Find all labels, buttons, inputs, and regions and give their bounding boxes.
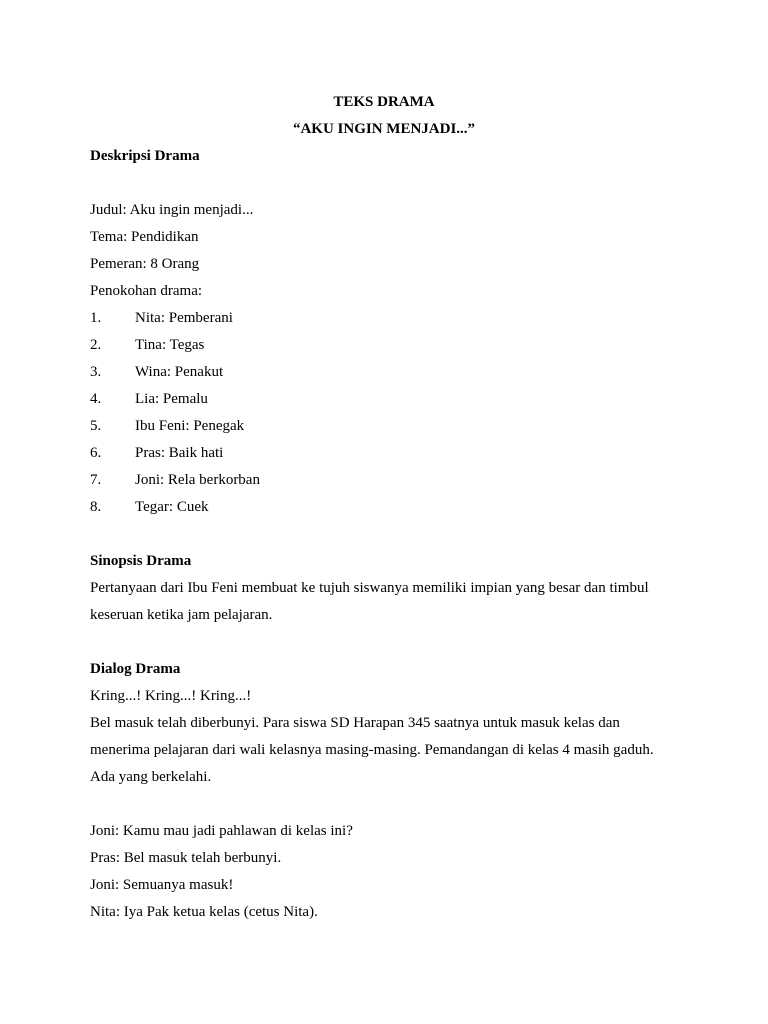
spacer [90,629,680,656]
list-number: 6. [90,445,102,461]
section-heading-sinopsis: Sinopsis Drama [90,553,192,569]
section-heading-deskripsi: Deskripsi Drama [90,148,200,164]
list-number: 4. [90,391,102,407]
list-text: Lia: Pemalu [135,391,208,407]
list-item [90,359,680,386]
pemeran-line: Pemeran: 8 Orang [90,256,200,272]
sinopsis-text-line: keseruan ketika jam pelajaran. [90,607,273,623]
list-item [90,386,680,413]
list-item [90,305,680,332]
bell-sound-line: Kring...! Kring...! Kring...! [90,688,252,704]
list-number: 7. [90,472,102,488]
spacer [90,521,680,548]
list-item [90,413,680,440]
dialog-line: Joni: Kamu mau jadi pahlawan di kelas ini? [90,823,353,839]
list-number: 2. [90,337,102,353]
narration-line: Bel masuk telah diberbunyi. Para siswa SD Harapan 345 saatnya untuk masuk kelas dan [90,715,620,731]
list-text: Ibu Feni: Penegak [135,418,245,434]
list-text: Pras: Baik hati [135,445,224,461]
tema-line: Tema: Pendidikan [90,229,199,245]
list-item [90,467,680,494]
dialog-line: Nita: Iya Pak ketua kelas (cetus Nita). [90,904,318,920]
list-text: Joni: Rela berkorban [135,472,260,488]
list-item [90,332,680,359]
dialog-line: Pras: Bel masuk telah berbunyi. [90,850,282,866]
list-text: Nita: Pemberani [135,310,233,326]
list-text: Tegar: Cuek [135,499,209,515]
list-item [90,494,680,521]
spacer [90,791,680,818]
list-number: 3. [90,364,102,380]
list-text: Tina: Tegas [135,337,205,353]
list-number: 1. [90,310,102,326]
document-page [90,89,680,926]
section-heading-dialog: Dialog Drama [90,661,181,677]
narration-line: menerima pelajaran dari wali kelasnya masing-masing. Pemandangan di kelas 4 masih gaduh. [90,742,654,758]
sinopsis-text-line: Pertanyaan dari Ibu Feni membuat ke tujuh siswanya memiliki impian yang besar dan timbul [90,580,649,596]
list-text: Wina: Penakut [135,364,224,380]
narration-line: Ada yang berkelahi. [90,769,212,785]
judul-line: Judul: Aku ingin menjadi... [90,202,254,218]
spacer [90,170,680,197]
document-title: TEKS DRAMA [333,94,435,110]
character-list [90,305,680,521]
dialog-line: Joni: Semuanya masuk! [90,877,234,893]
list-item [90,440,680,467]
document-subtitle: “AKU INGIN MENJADI...” [292,121,476,137]
penokohan-label: Penokohan drama: [90,283,203,299]
list-number: 8. [90,499,102,515]
list-number: 5. [90,418,102,434]
